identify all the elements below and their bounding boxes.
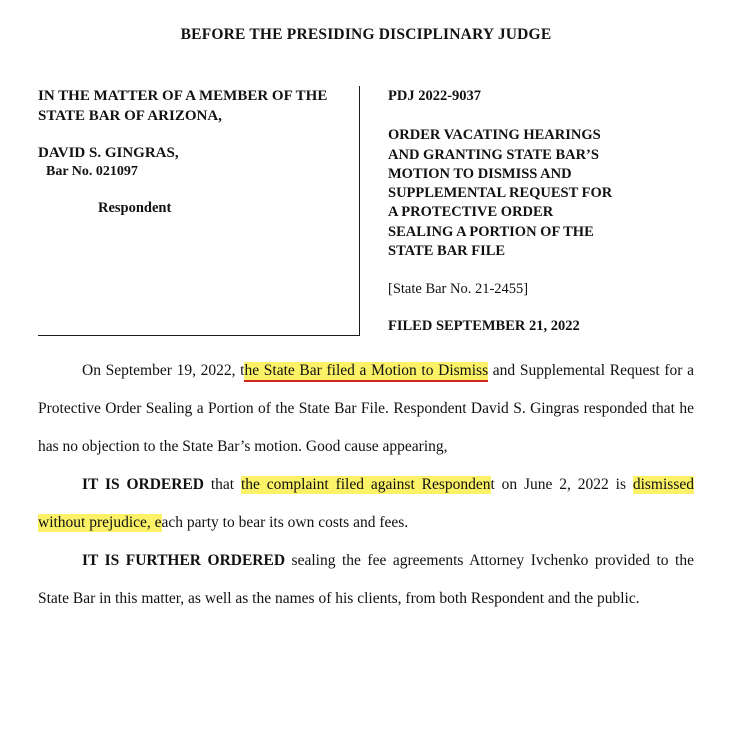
it-is-ordered-lead: IT IS ORDERED (82, 476, 204, 494)
order-title-line: STATE BAR FILE (388, 242, 506, 259)
highlight-motion-to-dismiss: he State Bar filed a Motion to Dismiss (244, 362, 488, 382)
order-title-line: A PROTECTIVE ORDER (388, 204, 554, 221)
paragraph-3 (38, 542, 694, 618)
caption-block (38, 86, 694, 335)
page-title: BEFORE THE PRESIDING DISCIPLINARY JUDGE (180, 26, 552, 43)
caption-spacer (38, 127, 345, 143)
caption-bottom-rule (38, 335, 360, 336)
paragraph-1 (38, 352, 694, 466)
bar-number: Bar No. 021097 (46, 163, 138, 179)
matter-line-2: STATE BAR OF ARIZONA, (38, 108, 222, 125)
highlight-dismissed-without-prejudice: dismissed without prejudice, e (38, 476, 694, 532)
order-title-line: MOTION TO DISMISS AND (388, 165, 572, 182)
order-title-line: SEALING A PORTION OF THE (388, 223, 594, 240)
order-title-line: AND GRANTING STATE BAR’S (388, 146, 599, 163)
para2-tail: ach party to bear its own costs and fees. (161, 514, 409, 532)
document-page (0, 26, 732, 732)
respondent-role: Respondent (98, 199, 172, 216)
matter-line-1: IN THE MATTER OF A MEMBER OF THE (38, 88, 328, 104)
para2-mid1: that (203, 476, 241, 494)
order-title (388, 126, 694, 261)
order-title-line: SUPPLEMENTAL REQUEST FOR (388, 185, 613, 202)
paragraph-2 (38, 466, 694, 542)
order-title-line: ORDER VACATING HEARINGS (388, 127, 601, 144)
state-bar-number: [State Bar No. 21-2455] (388, 281, 529, 298)
caption-left-column (38, 86, 360, 335)
para2-mid2: t on June 2, 2022 is (490, 476, 633, 494)
respondent-name: DAVID S. GINGRAS, (38, 144, 179, 161)
case-number: PDJ 2022-9037 (388, 88, 482, 104)
it-is-further-ordered-lead: IT IS FURTHER ORDERED (82, 552, 286, 570)
para1-after: and Supplemental Request for a Protective Order Sealing a Portion of the State Bar File. Respondent David S. Gingras responded that he has no objection to the State Bar’s motion. Good cause appearing, (38, 362, 694, 456)
highlight-complaint-filed: the complaint filed against Responden (240, 476, 491, 494)
para1-before: On September 19, 2022, t (82, 362, 245, 380)
filed-date: FILED SEPTEMBER 21, 2022 (388, 318, 580, 335)
caption-right-column (360, 86, 694, 335)
document-body (38, 352, 694, 618)
para3-text: sealing the fee agreements Attorney Ivchenko provided to the State Bar in this matter, as well as the names of his clients, from both Respondent and the public. (38, 552, 694, 608)
